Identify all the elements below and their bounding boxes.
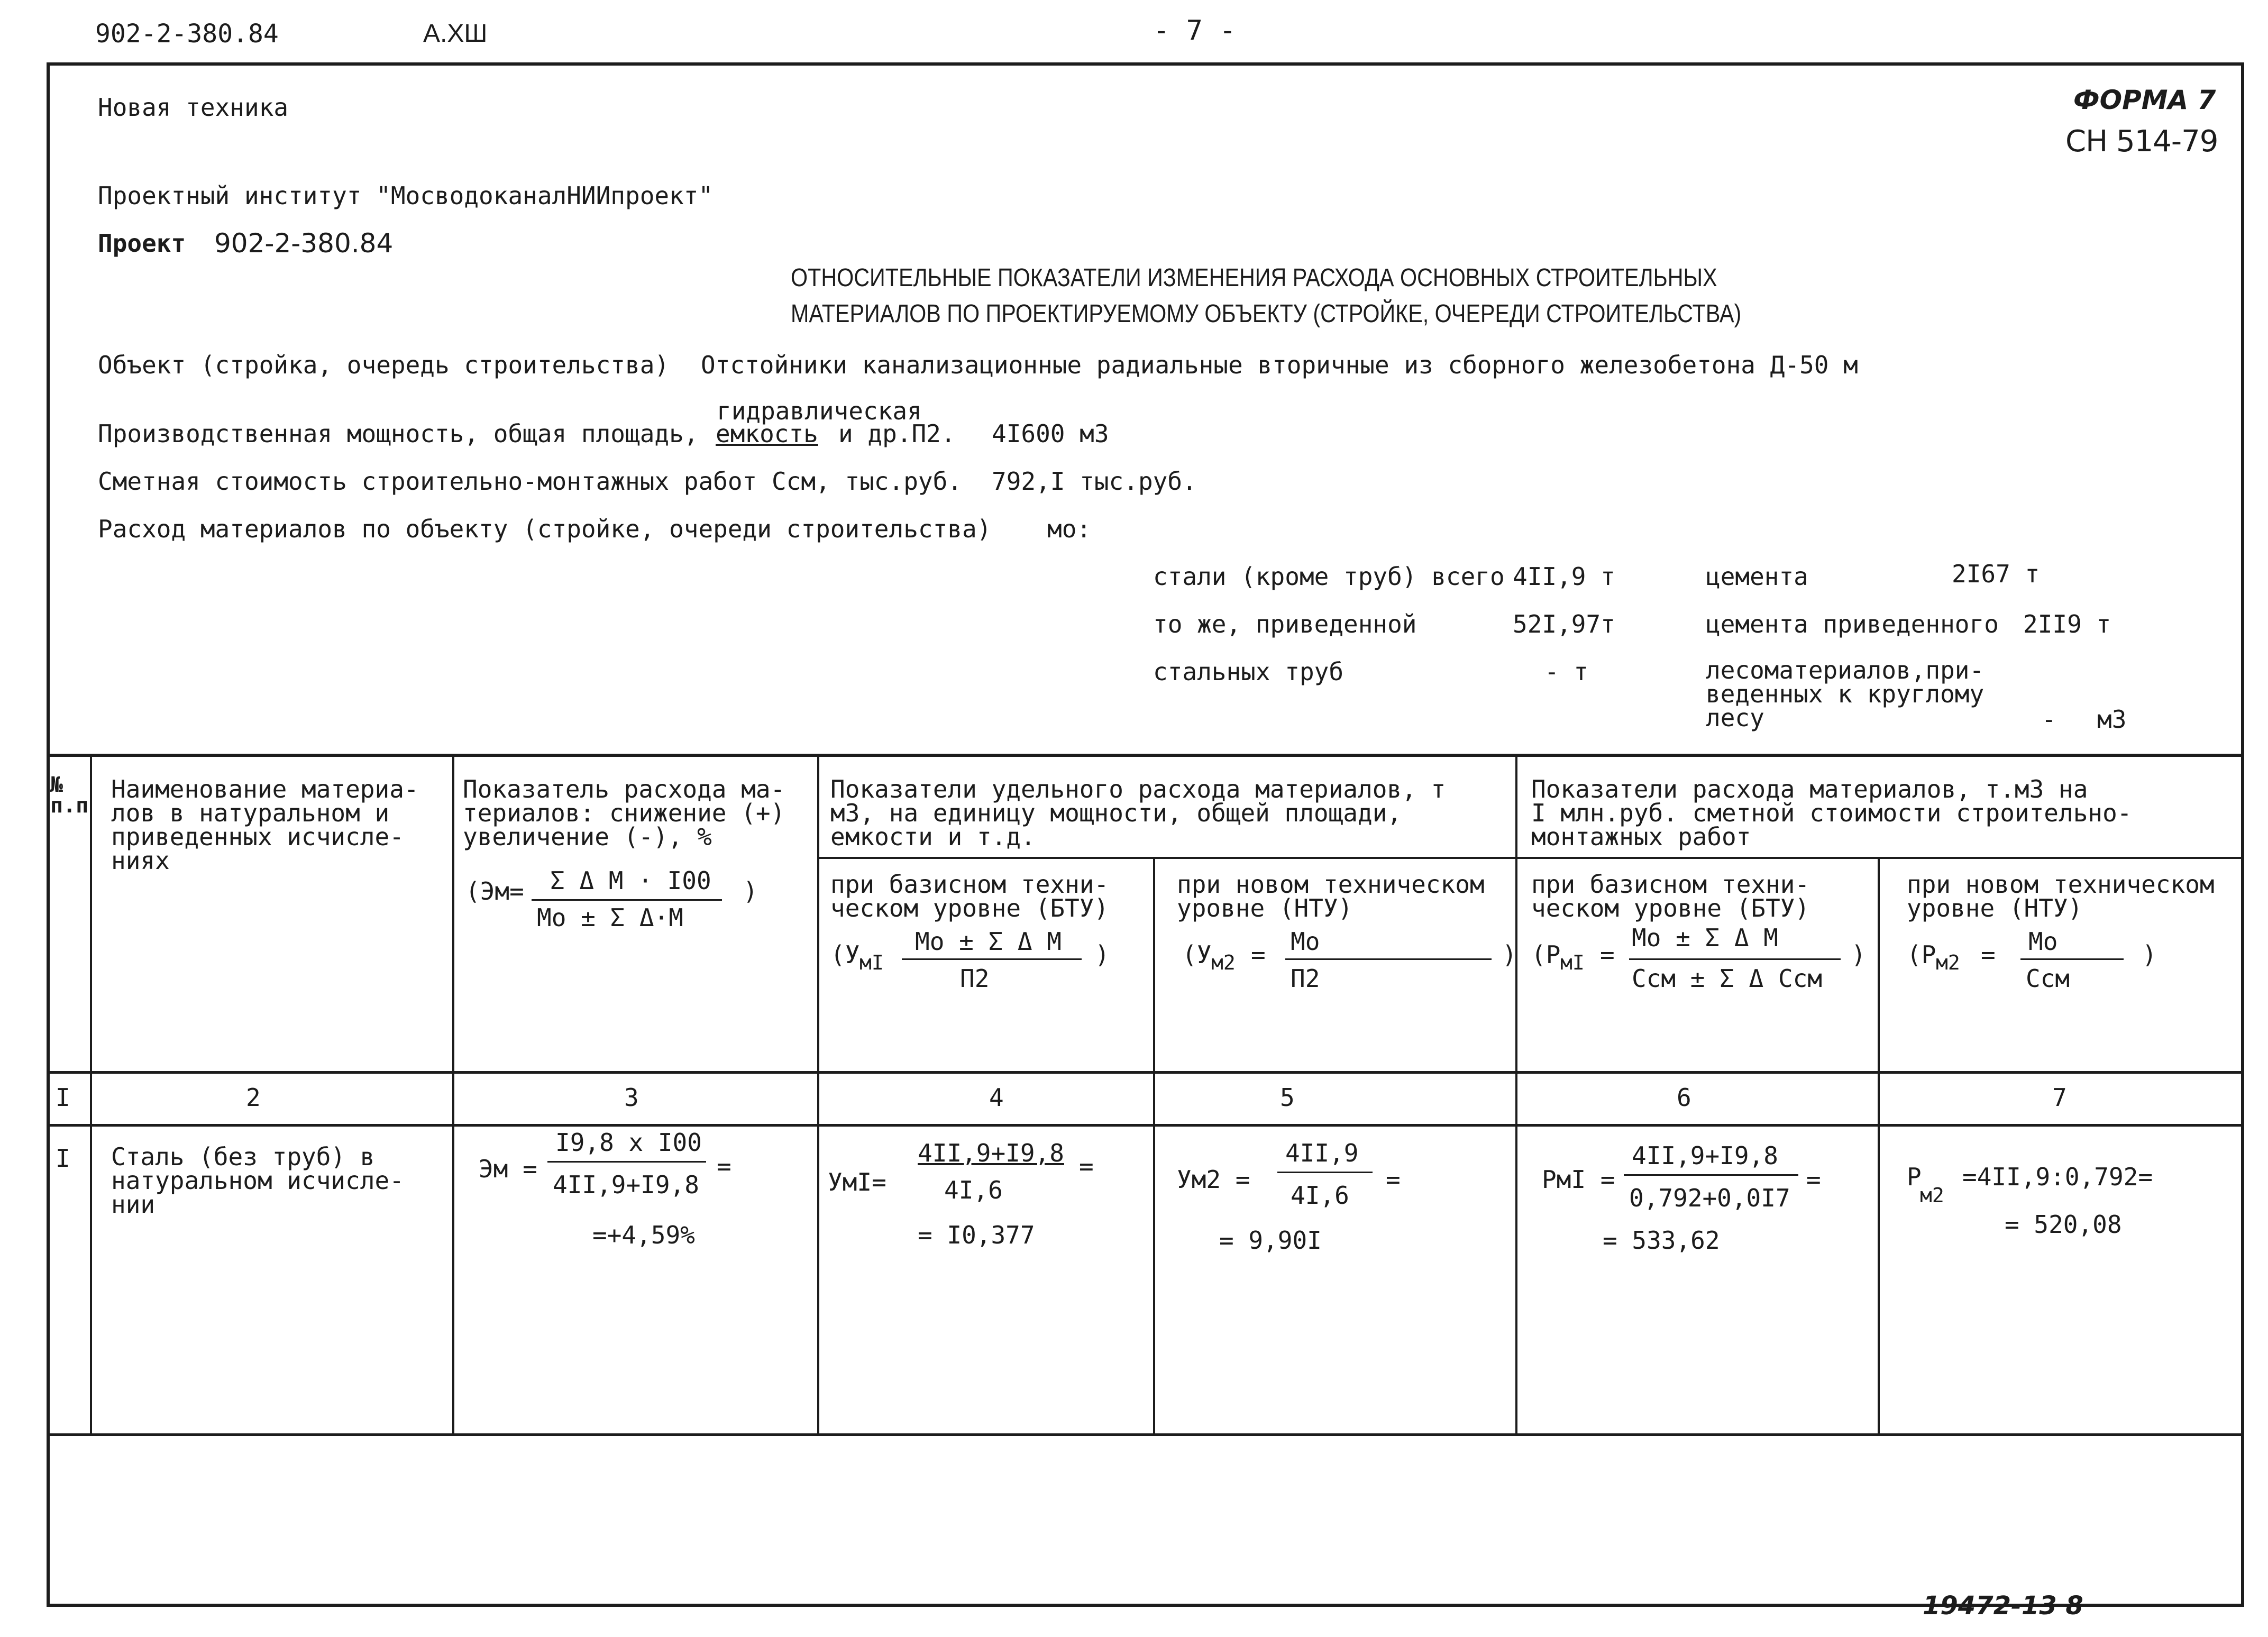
row-number: I <box>56 1144 70 1173</box>
steel-reduced-value: 52I,97т <box>1513 610 1615 638</box>
col-material-header: Наименование материа- лов в натуральном и приведенных исчисле- ниях <box>111 775 419 875</box>
title-line-1: ОТНОСИТЕЛЬНЫЕ ПОКАЗАТЕЛИ ИЗМЕНЕНИЯ РАСХОДА ОСНОВНЫХ СТРОИТЕЛЬНЫХ <box>791 264 1717 292</box>
col4-formula-sub: мI <box>859 951 884 974</box>
col5-header: при новом техническом уровне (НТУ) <box>1177 870 1485 923</box>
col7-formula-sub: м2 <box>1936 951 1960 974</box>
col-number-4: 4 <box>989 1083 1004 1112</box>
timber-label: лесоматериалов,при- веденных к круглому лесу <box>1706 656 1984 733</box>
row-c6-numerator: 4II,9+I9,8 <box>1632 1141 1778 1170</box>
col-number-1: I <box>56 1083 70 1112</box>
col-number-header: № п.п <box>50 773 89 818</box>
col5-formula-sub: м2 <box>1211 951 1236 974</box>
group-specific-header: Показатели удельного расхода материалов, т м3, на единицу мощности, общей площади, емкости и т.д. <box>830 775 1446 852</box>
institute-label: Проектный институт "МосводоканалНИИпроект" <box>98 181 714 210</box>
cement-label: цемента <box>1706 562 1808 591</box>
row-material-name: Сталь (без труб) в натуральном исчисле- нии <box>111 1142 404 1219</box>
new-tech-label: Новая техника <box>98 93 289 122</box>
capacity-word: емкость <box>716 419 818 448</box>
col7-header: при новом техническом уровне (НТУ) <box>1907 870 2215 923</box>
row-c4-prefix: УмI= <box>828 1168 886 1196</box>
row-c3-denominator: 4II,9+I9,8 <box>553 1170 699 1199</box>
row-c6-denominator: 0,792+0,0I7 <box>1629 1184 1790 1212</box>
col5-formula-denominator: П2 <box>1291 964 1320 993</box>
row-c3-prefix: Эм = <box>479 1155 537 1183</box>
cement-reduced-value: 2II9 т <box>2023 610 2111 638</box>
col4-formula-numerator: Мо ± Σ Δ М <box>915 927 1062 956</box>
col-number-2: 2 <box>246 1083 261 1112</box>
cement-reduced-label: цемента приведенного <box>1706 610 1999 638</box>
group-per-million-header: Показатели расхода материалов, т.м3 на I млн.руб. сметной стоимости строительно- монтажных работ <box>1531 775 2132 852</box>
col6-formula-sub: мI <box>1560 951 1585 974</box>
project-label: Проект <box>98 229 186 258</box>
capacity-value: 4I600 м3 <box>992 419 1109 448</box>
col4-formula-denominator: П2 <box>960 964 990 993</box>
archive-stamp: 19472-13 8 <box>1923 1591 2083 1621</box>
steel-reduced-label: то же, приведенной <box>1153 610 1417 638</box>
row-c7-sub: м2 <box>1920 1184 1944 1207</box>
row-c4-numerator: 4II,9+I9,8 <box>918 1139 1064 1167</box>
row-c4-result: = I0,377 <box>918 1221 1035 1249</box>
timber-unit: м3 <box>2097 705 2127 734</box>
capacity-label: Производственная мощность, общая площадь, <box>98 419 699 448</box>
row-c5-result: = 9,90I <box>1219 1226 1322 1255</box>
page-number: - 7 - <box>1153 15 1236 47</box>
consumption-symbol: мо: <box>1047 515 1092 543</box>
project-code-header: 902-2-380.84 <box>95 19 279 49</box>
cost-label: Сметная стоимость строительно-монтажных работ Ссм, тыс.руб. <box>98 467 962 496</box>
col6-formula-denominator: Ссм ± Σ Δ Ссм <box>1632 964 1823 993</box>
album-number: А.XШ <box>423 20 488 48</box>
col-number-5: 5 <box>1280 1083 1295 1112</box>
row-c3-result: =+4,59% <box>592 1221 695 1249</box>
cost-value: 792,I тыс.руб. <box>992 467 1197 496</box>
standard-label: СН 514-79 <box>2065 124 2218 159</box>
col-number-6: 6 <box>1677 1083 1691 1112</box>
col6-formula-numerator: Мо ± Σ Δ М <box>1632 923 1778 952</box>
col4-header: при базисном техни- ческом уровне (БТУ) <box>830 870 1109 923</box>
row-c6-result: = 533,62 <box>1603 1226 1720 1255</box>
col3-formula-denominator: Мо ± Σ Δ·М <box>537 903 683 932</box>
row-c5-numerator: 4II,9 <box>1285 1139 1359 1167</box>
row-c7-prefix: Р <box>1907 1163 1922 1191</box>
col3-formula-suffix: ) <box>743 877 758 906</box>
title-line-2: МАТЕРИАЛОВ ПО ПРОЕКТИРУЕМОМУ ОБЪЕКТУ (СТРОЙКЕ, ОЧЕРЕДИ СТРОИТЕЛЬСТВА) <box>791 300 1742 328</box>
row-c3-numerator: I9,8 x I00 <box>555 1128 702 1157</box>
steel-label: стали (кроме труб) всего <box>1153 562 1505 591</box>
col6-formula-prefix: (Р <box>1531 940 1561 969</box>
col7-formula-prefix: (Р <box>1907 940 1936 969</box>
col3-formula-numerator: Σ Δ М · I00 <box>550 866 711 895</box>
consumption-label: Расход материалов по объекту (стройке, очереди строительства) <box>98 515 992 543</box>
col7-formula-denominator: Ссм <box>2026 964 2070 993</box>
row-c4-denominator: 4I,6 <box>944 1176 1003 1204</box>
col5-formula-prefix: (У <box>1182 940 1212 969</box>
col5-formula-numerator: Мо <box>1291 927 1320 956</box>
col3-formula-prefix: (Эм= <box>465 877 524 906</box>
col-number-3: 3 <box>624 1083 639 1112</box>
cement-value: 2I67 т <box>1952 560 2040 588</box>
col6-header: при базисном техни- ческом уровне (БТУ) <box>1531 870 1810 923</box>
col4-formula-prefix: (У <box>830 940 860 969</box>
row-c7-result: = 520,08 <box>2005 1210 2122 1239</box>
row-c7-expression: =4II,9:0,792= <box>1962 1163 2153 1191</box>
form-label: ФОРМА 7 <box>2073 85 2216 115</box>
col-number-7: 7 <box>2052 1083 2067 1112</box>
pipes-value: - т <box>1544 657 1589 686</box>
row-c6-prefix: РмI = <box>1542 1165 1615 1194</box>
capacity-note: гидравлическая <box>717 397 922 425</box>
col7-formula-numerator: Мо <box>2028 927 2058 956</box>
project-number: 902-2-380.84 <box>214 228 394 259</box>
col-indicator-header: Показатель расхода ма- териалов: снижение (+) увеличение (-), % <box>463 775 785 852</box>
capacity-rest: и др.П2. <box>838 419 956 448</box>
row-c5-denominator: 4I,6 <box>1291 1181 1349 1210</box>
row-c5-prefix: Ум2 = <box>1177 1165 1250 1194</box>
object-label: Объект (стройка, очередь строительства) <box>98 351 670 379</box>
steel-value: 4II,9 т <box>1513 562 1615 591</box>
timber-dash: - <box>2042 705 2056 734</box>
object-value: Отстойники канализационные радиальные вторичные из сборного железобетона Д-50 м <box>701 351 1858 379</box>
pipes-label: стальных труб <box>1153 657 1344 686</box>
